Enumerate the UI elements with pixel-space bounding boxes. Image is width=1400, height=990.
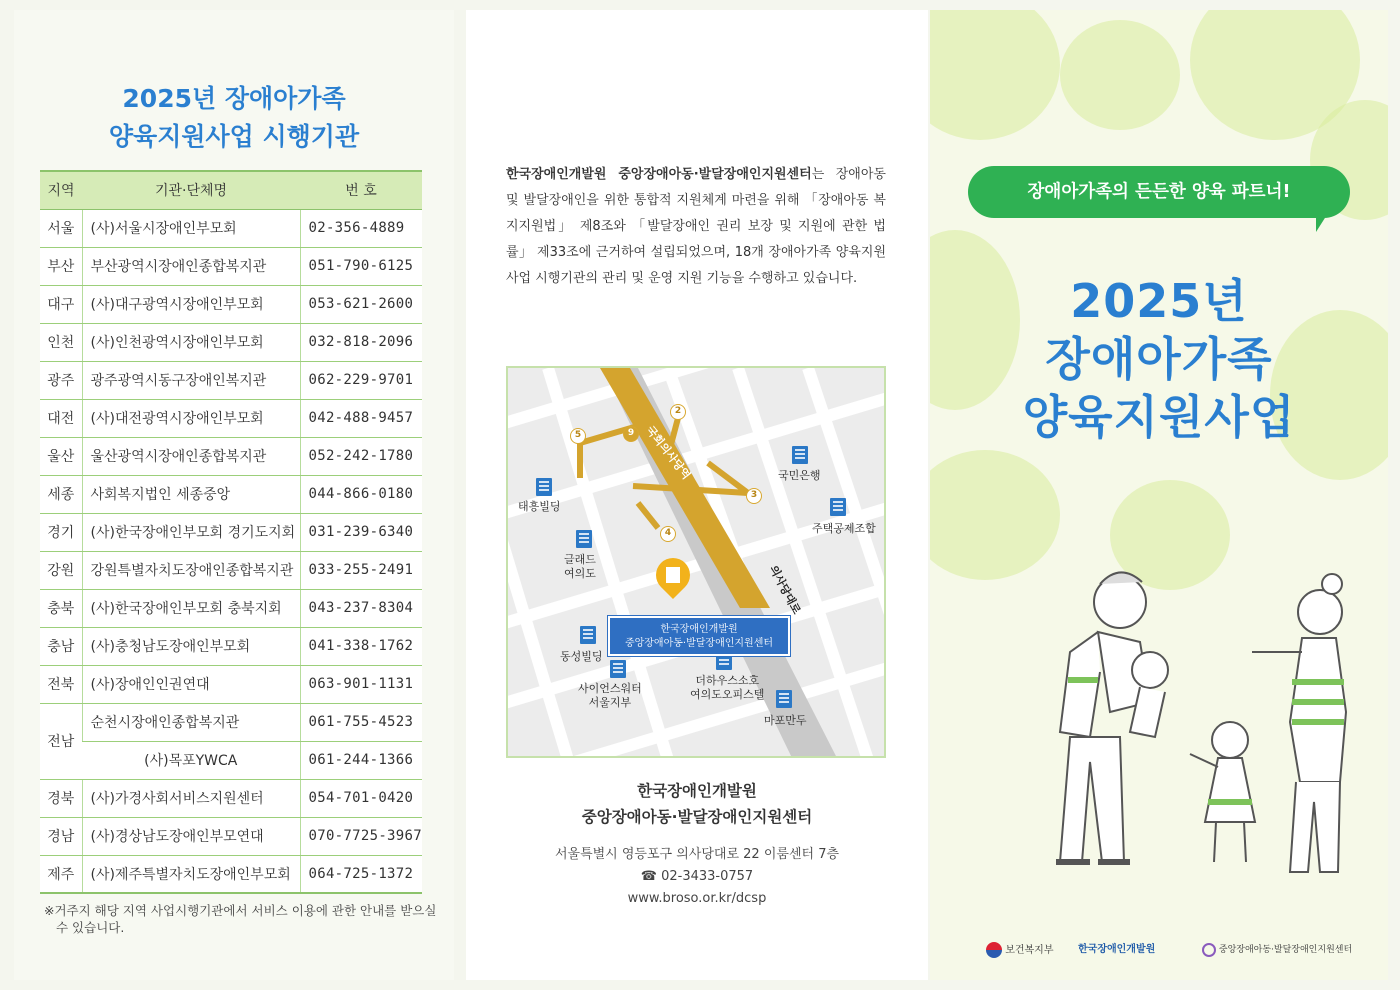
center-logo: 중앙장애아동·발달장애인지원센터	[1202, 942, 1352, 958]
table-row	[40, 741, 422, 779]
building-housing: 주택공제조합	[812, 522, 876, 535]
region-cell: 경남	[40, 817, 82, 855]
decor-blob	[1060, 20, 1180, 130]
org-cell: (사)가경사회서비스지원센터	[82, 779, 300, 817]
family-illustration	[990, 562, 1380, 892]
phone-cell: 031-239-6340	[300, 513, 422, 551]
table-row	[40, 285, 422, 323]
building-icon	[830, 498, 846, 516]
table-row	[40, 551, 422, 589]
phone-cell: 043-237-8304	[300, 589, 422, 627]
exit-5-icon: 5	[570, 428, 586, 444]
intro-text: 는 장애아동 및 발달장애인을 위한 통합적 지원체계 마련을 위해 「장애아동 복지지원법」 제8조와 「발달장애인 권리 보장 및 지원에 관한 법률」 제33조에 근거하여 설립되었으며, 18개 장애아가족 양육지원사업 시행기관의 관리 및 운영 지원 기능을 수행하고 있습니다.	[506, 167, 886, 286]
building-kb: 국민은행	[778, 469, 821, 482]
table-row	[40, 475, 422, 513]
phone-cell: 032-818-2096	[300, 323, 422, 361]
header-region: 지역	[40, 171, 82, 209]
exit-2-icon: 2	[670, 404, 686, 420]
region-cell: 충남	[40, 627, 82, 665]
table-row	[40, 209, 422, 247]
cover-title: 2025년 장애아가족 양육지원사업	[1022, 274, 1296, 444]
building-icon	[776, 690, 792, 708]
table-row	[40, 589, 422, 627]
region-cell: 울산	[40, 437, 82, 475]
org-cell: 순천시장애인종합복지관	[82, 703, 300, 741]
exit-4-icon: 4	[660, 526, 676, 542]
center-logo-icon	[1202, 943, 1216, 957]
table-row	[40, 361, 422, 399]
org-cell: 울산광역시장애인종합복지관	[82, 437, 300, 475]
region-cell: 광주	[40, 361, 82, 399]
org-cell: (사)경상남도장애인부모연대	[82, 817, 300, 855]
building-glad: 글래드 여의도	[564, 553, 596, 580]
building-dongsung: 동성빌딩	[560, 650, 603, 663]
region-cell: 전남	[40, 703, 82, 779]
region-cell: 전북	[40, 665, 82, 703]
agency-table	[40, 170, 422, 894]
table-row	[40, 703, 422, 741]
building-mapo: 마포만두	[764, 714, 807, 727]
bubble-tail	[1316, 210, 1330, 232]
slogan-bubble: 장애아가족의 든든한 양육 파트너!	[968, 166, 1350, 218]
cover-panel	[930, 10, 1388, 980]
table-row	[40, 627, 422, 665]
phone-cell: 064-725-1372	[300, 855, 422, 893]
org-cell: (사)대구광역시장애인부모회	[82, 285, 300, 323]
building-icon	[536, 478, 552, 496]
table-row	[40, 817, 422, 855]
region-cell: 서울	[40, 209, 82, 247]
contact-info	[466, 844, 928, 910]
building-science: 사이언스워터 서울지부	[578, 682, 642, 709]
header-org: 기관·단체명	[82, 171, 300, 209]
phone: ☎ 02-3433-0757	[640, 869, 754, 884]
phone-cell: 053-621-2600	[300, 285, 422, 323]
region-cell: 세종	[40, 475, 82, 513]
region-cell: 충북	[40, 589, 82, 627]
region-cell: 대전	[40, 399, 82, 437]
org-name: 한국장애인개발원 중앙장애아동·발달장애인지원센터	[581, 782, 813, 826]
phone-cell: 070-7725-3967	[300, 817, 422, 855]
building-icon	[792, 446, 808, 464]
road-label: 의사당대로	[766, 563, 804, 617]
region-cell: 인천	[40, 323, 82, 361]
phone-cell: 054-701-0420	[300, 779, 422, 817]
exit-3-icon: 3	[746, 488, 762, 504]
ministry-logo: 보건복지부	[986, 942, 1054, 959]
table-row	[40, 437, 422, 475]
table-row	[40, 665, 422, 703]
agency-list-panel	[14, 10, 454, 980]
region-cell: 제주	[40, 855, 82, 893]
org-cell: (사)목포YWCA	[82, 741, 300, 779]
header-phone: 번 호	[300, 171, 422, 209]
phone-cell: 062-229-9701	[300, 361, 422, 399]
footnote: ※거주지 해당 지역 사업시행기관에서 서비스 이용에 관한 안내를 받으실 수 있습니다.	[44, 903, 437, 935]
org-cell: 강원특별자치도장애인종합복지관	[82, 551, 300, 589]
region-cell: 부산	[40, 247, 82, 285]
table-row	[40, 779, 422, 817]
location-map	[506, 366, 886, 758]
address: 서울특별시 영등포구 의사당대로 22 이룸센터 7층	[554, 847, 840, 862]
region-cell: 대구	[40, 285, 82, 323]
building-taeheung: 태흥빌딩	[518, 500, 561, 513]
building-icon	[580, 626, 596, 644]
table-row	[40, 855, 422, 893]
line-9-icon: 9	[623, 426, 639, 442]
org-cell: (사)서울시장애인부모회	[82, 209, 300, 247]
org-cell: 사회복지법인 세종중앙	[82, 475, 300, 513]
phone-cell: 042-488-9457	[300, 399, 422, 437]
intro-bold: 한국장애인개발원 중앙장애아동·발달장애인지원센터	[506, 167, 812, 182]
phone-cell: 02-356-4889	[300, 209, 422, 247]
phone-cell: 052-242-1780	[300, 437, 422, 475]
agency-list-title: 2025년 장애아가족 양육지원사업 시행기관	[108, 84, 360, 151]
building-icon	[576, 530, 592, 548]
phone-cell: 041-338-1762	[300, 627, 422, 665]
center-info-panel	[466, 10, 928, 980]
table-row	[40, 247, 422, 285]
org-cell: 부산광역시장애인종합복지관	[82, 247, 300, 285]
table-row	[40, 513, 422, 551]
org-cell: (사)인천광역시장애인부모회	[82, 323, 300, 361]
phone-cell: 063-901-1131	[300, 665, 422, 703]
org-cell: 광주광역시동구장애인복지관	[82, 361, 300, 399]
phone-cell: 033-255-2491	[300, 551, 422, 589]
taegeuk-icon	[986, 942, 1002, 958]
phone-cell: 061-244-1366	[300, 741, 422, 779]
sponsor-logos	[986, 938, 1366, 968]
decor-blob	[930, 10, 1060, 140]
org-cell: (사)충청남도장애인부모회	[82, 627, 300, 665]
org-cell: (사)한국장애인부모회 충북지회	[82, 589, 300, 627]
table-header-row	[40, 171, 422, 209]
org-cell: (사)제주특별자치도장애인부모회	[82, 855, 300, 893]
table-row	[40, 323, 422, 361]
table-row	[40, 399, 422, 437]
region-cell: 경북	[40, 779, 82, 817]
intro-paragraph	[506, 162, 886, 292]
phone-cell: 051-790-6125	[300, 247, 422, 285]
region-cell: 강원	[40, 551, 82, 589]
website-link[interactable]: www.broso.or.kr/dcsp	[627, 891, 767, 906]
station-label: 국회의사당역	[643, 423, 694, 482]
region-cell: 경기	[40, 513, 82, 551]
org-cell: (사)한국장애인부모회 경기도지회	[82, 513, 300, 551]
phone-cell: 044-866-0180	[300, 475, 422, 513]
building-icon	[610, 660, 626, 678]
center-location-label: 한국장애인개발원 중앙장애아동·발달장애인지원센터	[608, 616, 790, 656]
building-thehouse: 더하우스소호 여의도오피스텔	[690, 674, 765, 701]
org-cell: (사)장애인인권연대	[82, 665, 300, 703]
decor-blob	[930, 450, 1060, 580]
phone-cell: 061-755-4523	[300, 703, 422, 741]
kodda-logo: 한국장애인개발원	[1078, 944, 1156, 955]
org-cell: (사)대전광역시장애인부모회	[82, 399, 300, 437]
